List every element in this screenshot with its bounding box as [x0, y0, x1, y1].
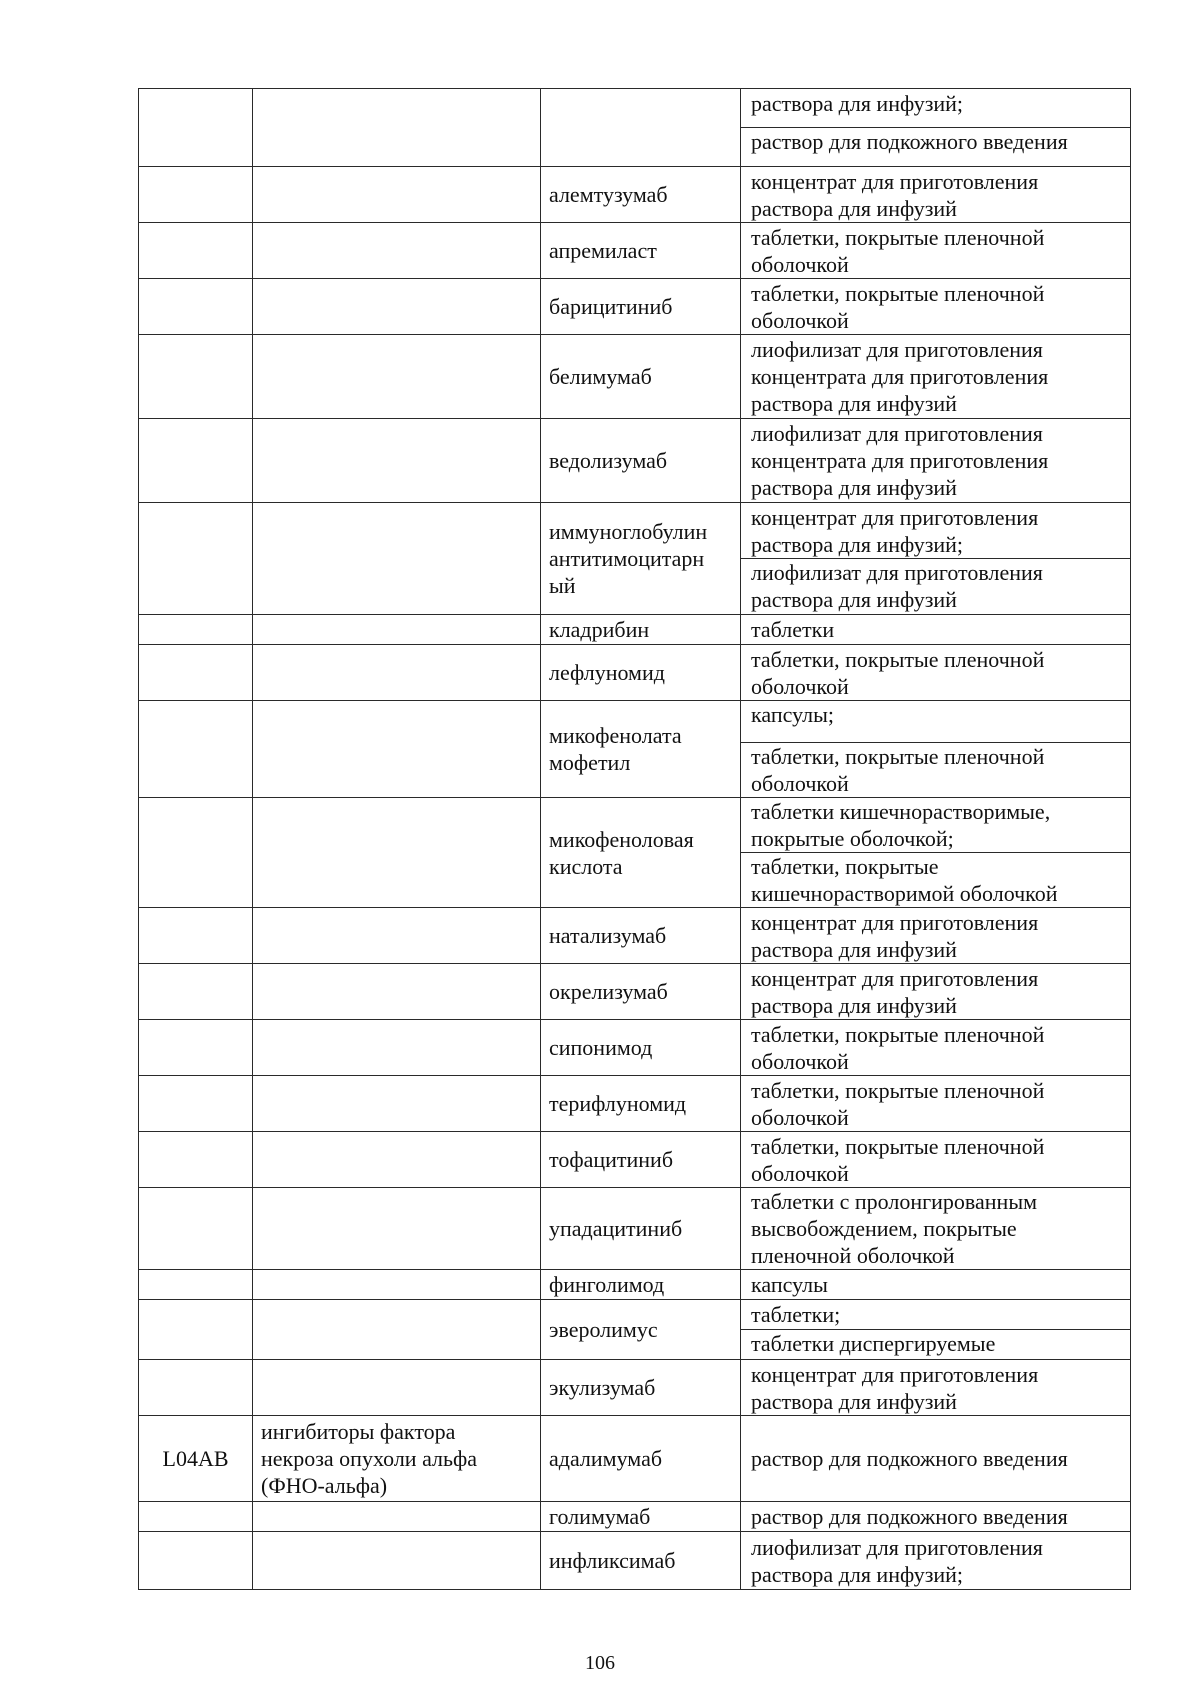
- dosage-form-cell: [741, 1360, 1131, 1416]
- dosage-form-cell: [741, 615, 1131, 645]
- dosage-form-cell: [741, 419, 1131, 503]
- table-row: [139, 701, 1131, 798]
- table-row: [139, 1132, 1131, 1188]
- atc-code-cell: [139, 1076, 253, 1132]
- drug-name-cell: окрелизумаб: [541, 964, 741, 1020]
- dosage-form-line: лиофилизат для приготовления раствора для инфузий;: [751, 1534, 1043, 1587]
- dosage-form-cell: [741, 503, 1131, 615]
- dosage-form-line: раствор для подкожного введения: [751, 1504, 1068, 1529]
- drug-name-cell: адалимумаб: [541, 1416, 741, 1502]
- atc-code-cell: [139, 615, 253, 645]
- dosage-form-line: лиофилизат для приготовления раствора для инфузий: [741, 558, 1130, 613]
- drug-name-cell: белимумаб: [541, 335, 741, 419]
- drug-table-body: [139, 89, 1131, 1590]
- dosage-form-line: таблетки, покрытые пленочной оболочкой: [751, 646, 1045, 699]
- atc-code-cell: [139, 1270, 253, 1300]
- pharmacological-group-cell: [253, 1502, 541, 1532]
- drug-name-cell: финголимод: [541, 1270, 741, 1300]
- dosage-form-line: капсулы;: [751, 702, 834, 727]
- table-row: [139, 964, 1131, 1020]
- atc-code-cell: [139, 701, 253, 798]
- dosage-form-line: раствор для подкожного введения: [751, 1446, 1068, 1471]
- dosage-form-cell: [741, 167, 1131, 223]
- dosage-form-line: концентрат для приготовления раствора для инфузий: [751, 1361, 1039, 1414]
- pharmacological-group-cell: [253, 615, 541, 645]
- dosage-form-line: раствора для инфузий;: [751, 91, 964, 116]
- drug-name-cell: [541, 89, 741, 167]
- table-row: [139, 89, 1131, 167]
- atc-code-cell: [139, 798, 253, 908]
- drug-name-cell: апремиласт: [541, 223, 741, 279]
- drug-list-table-container: [138, 88, 1130, 1590]
- dosage-form-line: концентрат для приготовления раствора для инфузий: [751, 909, 1039, 962]
- drug-name-cell: терифлуномид: [541, 1076, 741, 1132]
- dosage-form-cell: [741, 1132, 1131, 1188]
- pharmacological-group-cell: [253, 701, 541, 798]
- pharmacological-group-cell: [253, 89, 541, 167]
- atc-code-cell: [139, 1360, 253, 1416]
- pharmacological-group-cell: [253, 335, 541, 419]
- drug-name-cell: ведолизумаб: [541, 419, 741, 503]
- drug-name-cell: упадацитиниб: [541, 1188, 741, 1270]
- atc-code-cell: [139, 335, 253, 419]
- pharmacological-group-cell: [253, 645, 541, 701]
- atc-code-cell: [139, 645, 253, 701]
- pharmacological-group-cell: [253, 503, 541, 615]
- drug-name-cell: тофацитиниб: [541, 1132, 741, 1188]
- dosage-form-line: таблетки с пролонгированным высвобождением, покрытые пленочной оболочкой: [751, 1189, 1038, 1268]
- drug-name-cell: микофенолата мофетил: [541, 701, 741, 798]
- pharmacological-group-cell: [253, 1300, 541, 1360]
- dosage-form-line: таблетки: [751, 617, 835, 642]
- drug-name-cell: сипонимод: [541, 1020, 741, 1076]
- dosage-form-line: таблетки, покрытые кишечнорастворимой оболочкой: [741, 852, 1130, 907]
- dosage-form-line: таблетки, покрытые пленочной оболочкой: [741, 742, 1130, 797]
- dosage-form-line: таблетки, покрытые пленочной оболочкой: [751, 1021, 1045, 1074]
- dosage-form-line: раствор для подкожного введения: [741, 127, 1130, 165]
- dosage-form-line: таблетки кишечнорастворимые, покрытые оболочкой;: [751, 799, 1051, 851]
- table-row: [139, 1188, 1131, 1270]
- dosage-form-line: таблетки, покрытые пленочной оболочкой: [751, 1133, 1045, 1186]
- drug-name-cell: иммуноглобулин антитимоцитарн ый: [541, 503, 741, 615]
- atc-code-cell: [139, 1188, 253, 1270]
- table-row: [139, 419, 1131, 503]
- table-row: [139, 798, 1131, 908]
- page-number: 106: [585, 1652, 615, 1674]
- table-row: [139, 1076, 1131, 1132]
- dosage-form-cell: [741, 279, 1131, 335]
- table-row: [139, 645, 1131, 701]
- table-row: [139, 1502, 1131, 1532]
- dosage-form-line: таблетки;: [751, 1302, 841, 1327]
- table-row: [139, 1532, 1131, 1590]
- dosage-form-cell: [741, 908, 1131, 964]
- atc-code-cell: [139, 223, 253, 279]
- drug-name-cell: натализумаб: [541, 908, 741, 964]
- atc-code-cell: [139, 908, 253, 964]
- dosage-form-line: концентрат для приготовления раствора для инфузий: [751, 168, 1039, 221]
- table-row: [139, 279, 1131, 335]
- drug-name-cell: барицитиниб: [541, 279, 741, 335]
- pharmacological-group-cell: [253, 1532, 541, 1590]
- dosage-form-line: таблетки диспергируемые: [741, 1329, 1130, 1358]
- pharmacological-group-cell: [253, 798, 541, 908]
- dosage-form-cell: [741, 1270, 1131, 1300]
- drug-name-cell: эверолимус: [541, 1300, 741, 1360]
- pharmacological-group-cell: [253, 167, 541, 223]
- pharmacological-group-cell: [253, 1360, 541, 1416]
- dosage-form-cell: [741, 1416, 1131, 1502]
- pharmacological-group-cell: [253, 223, 541, 279]
- drug-name-cell: инфликсимаб: [541, 1532, 741, 1590]
- dosage-form-line: таблетки, покрытые пленочной оболочкой: [751, 1077, 1045, 1130]
- atc-code-cell: [139, 1532, 253, 1590]
- atc-code-cell: [139, 1502, 253, 1532]
- atc-code-cell: [139, 279, 253, 335]
- dosage-form-cell: [741, 1300, 1131, 1360]
- pharmacological-group-cell: [253, 908, 541, 964]
- pharmacological-group-cell: [253, 1020, 541, 1076]
- dosage-form-line: лиофилизат для приготовления концентрата для приготовления раствора для инфузий: [751, 421, 1049, 500]
- pharmacological-group-cell: [253, 1270, 541, 1300]
- atc-code-cell: L04AB: [139, 1416, 253, 1502]
- dosage-form-cell: [741, 89, 1131, 167]
- table-row: [139, 1360, 1131, 1416]
- atc-code-cell: [139, 503, 253, 615]
- dosage-form-cell: [741, 701, 1131, 798]
- table-row: [139, 908, 1131, 964]
- drug-name-cell: голимумаб: [541, 1502, 741, 1532]
- dosage-form-cell: [741, 1076, 1131, 1132]
- pharmacological-group-cell: [253, 1188, 541, 1270]
- table-row: [139, 223, 1131, 279]
- dosage-form-cell: [741, 1502, 1131, 1532]
- atc-code-cell: [139, 1300, 253, 1360]
- pharmacological-group-cell: [253, 1076, 541, 1132]
- dosage-form-cell: [741, 1188, 1131, 1270]
- drug-list-table: [138, 88, 1131, 1590]
- dosage-form-line: таблетки, покрытые пленочной оболочкой: [751, 224, 1045, 277]
- dosage-form-line: концентрат для приготовления раствора для инфузий: [751, 965, 1039, 1018]
- table-row: [139, 167, 1131, 223]
- table-row: [139, 1300, 1131, 1360]
- table-row: [139, 1270, 1131, 1300]
- drug-name-cell: кладрибин: [541, 615, 741, 645]
- drug-name-cell: лефлуномид: [541, 645, 741, 701]
- dosage-form-cell: [741, 645, 1131, 701]
- atc-code-cell: [139, 1020, 253, 1076]
- table-row: [139, 503, 1131, 615]
- table-row: [139, 1020, 1131, 1076]
- atc-code-cell: [139, 964, 253, 1020]
- pharmacological-group-cell: [253, 279, 541, 335]
- drug-name-cell: экулизумаб: [541, 1360, 741, 1416]
- table-row: [139, 1416, 1131, 1502]
- pharmacological-group-cell: [253, 1132, 541, 1188]
- pharmacological-group-cell: ингибиторы фактора некроза опухоли альфа (ФНО-альфа): [253, 1416, 541, 1502]
- dosage-form-cell: [741, 223, 1131, 279]
- drug-name-cell: микофеноловая кислота: [541, 798, 741, 908]
- dosage-form-line: лиофилизат для приготовления концентрата для приготовления раствора для инфузий: [751, 337, 1049, 416]
- atc-code-cell: [139, 167, 253, 223]
- table-row: [139, 615, 1131, 645]
- dosage-form-cell: [741, 964, 1131, 1020]
- dosage-form-line: капсулы: [751, 1272, 828, 1297]
- atc-code-cell: [139, 89, 253, 167]
- drug-name-cell: алемтузумаб: [541, 167, 741, 223]
- dosage-form-cell: [741, 1020, 1131, 1076]
- dosage-form-cell: [741, 335, 1131, 419]
- pharmacological-group-cell: [253, 964, 541, 1020]
- pharmacological-group-cell: [253, 419, 541, 503]
- atc-code-cell: [139, 419, 253, 503]
- dosage-form-line: таблетки, покрытые пленочной оболочкой: [751, 280, 1045, 333]
- table-row: [139, 335, 1131, 419]
- dosage-form-cell: [741, 798, 1131, 908]
- dosage-form-line: концентрат для приготовления раствора для инфузий;: [751, 505, 1039, 557]
- dosage-form-cell: [741, 1532, 1131, 1590]
- atc-code-cell: [139, 1132, 253, 1188]
